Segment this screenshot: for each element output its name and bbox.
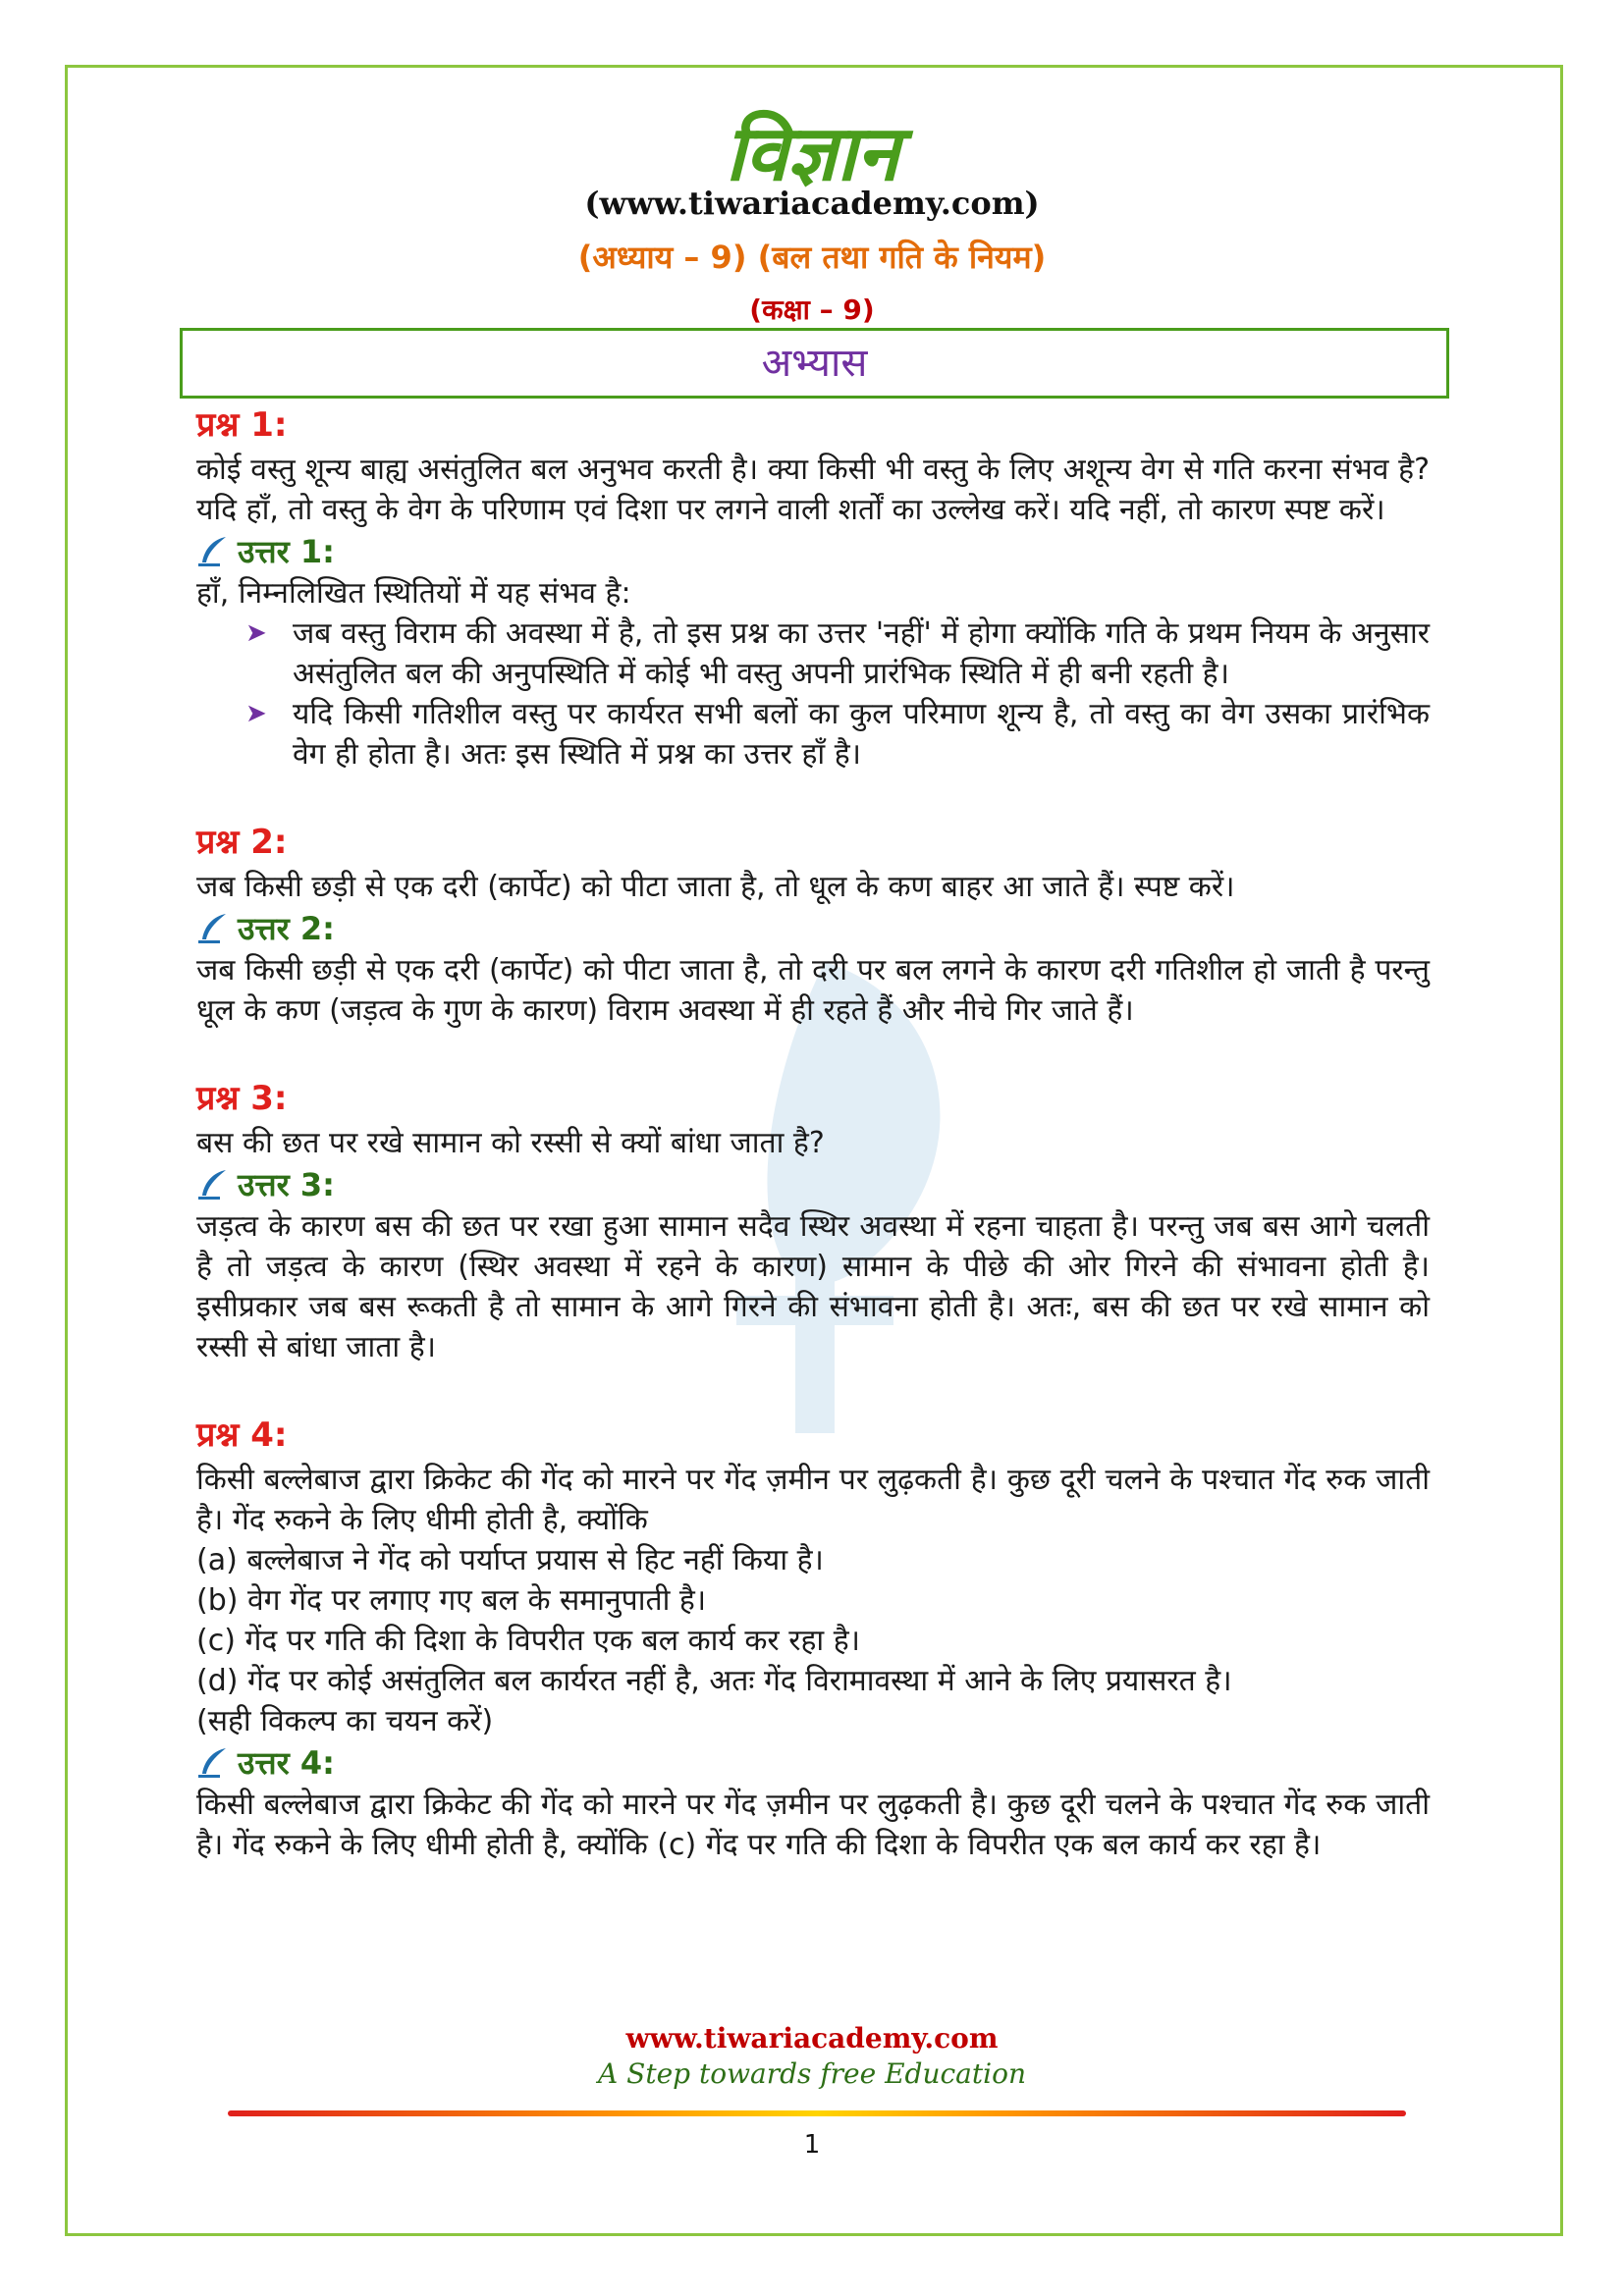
page-number: 1 (803, 2130, 821, 2160)
list-item (245, 614, 1430, 694)
answer-2-heading (196, 907, 1430, 950)
quill-logo-icon (196, 912, 230, 945)
answer-3-text: जड़त्व के कारण बस की छत पर रखा हुआ सामान सदैव स्थिर अवस्था में रहना चाहता है। परन्तु जब बस आगे चलती है तो जड़त्व के कारण (स्थिर अवस्था में रहने के कारण) सामान के पीछे की ओर गिरने की संभावना होती है। इसीप्रकार जब बस रूकती है तो सामान के आगे गिरने की संभावना होती है। अतः, बस की छत पर रखे सामान को रस्सी से बांधा जाता है। (196, 1209, 1430, 1364)
option-d: (d) गेंद पर कोई असंतुलित बल कार्यरत नहीं है, अतः गेंद विरामावस्था में आने के लिए प्रयासरत है। (196, 1664, 1232, 1698)
question-4-label: प्रश्न 4: (196, 1415, 288, 1455)
question-4-text: किसी बल्लेबाज द्वारा क्रिकेट की गेंद को मारने पर गेंद ज़मीन पर लुढ़कती है। कुछ दूरी चलने के पश्चात गेंद रुक जाती है। गेंद रुकने के लिए धीमी होती है, क्योंकि (196, 1463, 1430, 1537)
answer-2-label: उत्तर 2: (238, 910, 335, 947)
answer-1-list (196, 614, 1430, 774)
list-item-text: यदि किसी गतिशील वस्तु पर कार्यरत सभी बलों का कुल परिमाण शून्य है, तो वस्तु का वेग उसका प्रारंभिक वेग ही होता है। अतः इस स्थिति में प्रश्न का उत्तर हाँ है। (293, 697, 1430, 772)
list-item-text: जब वस्तु विराम की अवस्था में है, तो इस प्रश्न का उत्तर 'नहीं' में होगा क्योंकि गति के प्रथम नियम के अनुसार असंतुलित बल की अनुपस्थिति में कोई भी वस्तु अपनी प्रारंभिक स्थिति में ही बनी रहती है। (293, 616, 1430, 691)
answer-3-label: उत्तर 3: (238, 1166, 335, 1203)
class-label: (कक्षा – 9) (749, 294, 875, 326)
answer-4-heading (196, 1741, 1430, 1785)
quill-logo-icon (196, 535, 230, 568)
question-1-label: प्रश्न 1: (196, 405, 288, 445)
question-1-text: कोई वस्तु शून्य बाह्य असंतुलित बल अनुभव करती है। क्या किसी भी वस्तु के लिए अशून्य वेग से गति करना संभव है? यदि हाँ, तो वस्तु के वेग के परिणाम एवं दिशा पर लगने वाली शर्तों का उल्लेख करें। यदि नहीं, तो कारण स्पष्ट करें। (196, 453, 1430, 527)
option-a: (a) बल्लेबाज ने गेंद को पर्याप्त प्रयास से हिट नहीं किया है। (196, 1543, 824, 1577)
footer-site-link[interactable]: www.tiwariacademy.com (625, 2022, 999, 2055)
chapter-heading: (अध्याय – 9) (बल तथा गति के नियम) (577, 239, 1047, 276)
quill-logo-icon (196, 1746, 230, 1780)
content (196, 400, 1430, 1865)
option-b: (b) वेग गेंद पर लगाए गए बल के समानुपाती है। (196, 1583, 707, 1618)
answer-4-label: उत्तर 4: (238, 1744, 335, 1782)
question-2-label: प्रश्न 2: (196, 823, 288, 862)
quill-logo-icon (196, 1168, 230, 1201)
question-3-label: प्रश्न 3: (196, 1079, 288, 1118)
page-title: विज्ञान (725, 110, 899, 198)
arrow-bullet-icon: ➤ (245, 618, 267, 648)
answer-3-heading (196, 1163, 1430, 1206)
exercise-heading: अभ्यास (180, 328, 1449, 399)
answer-1-heading (196, 530, 1430, 573)
footer-tagline: A Step towards free Education (598, 2057, 1026, 2090)
option-c: (c) गेंद पर गति की दिशा के विपरीत एक बल कार्य कर रहा है। (196, 1624, 861, 1658)
answer-1-label: उत्तर 1: (238, 533, 335, 570)
arrow-bullet-icon: ➤ (245, 699, 267, 728)
question-3-text: बस की छत पर रखे सामान को रस्सी से क्यों बांधा जाता है? (196, 1126, 825, 1160)
answer-1-intro: हाँ, निम्नलिखित स्थितियों में यह संभव है: (196, 576, 631, 611)
list-item (245, 694, 1430, 774)
question-2-text: जब किसी छड़ी से एक दरी (कार्पेट) को पीटा जाता है, तो धूल के कण बाहर आ जाते हैं। स्पष्ट करें। (196, 870, 1235, 904)
answer-4-text: किसी बल्लेबाज द्वारा क्रिकेट की गेंद को मारने पर गेंद ज़मीन पर लुढ़कती है। कुछ दूरी चलने के पश्चात गेंद रुक जाती है। गेंद रुकने के लिए धीमी होती है, क्योंकि (c) गेंद पर गति की दिशा के विपरीत एक बल कार्य कर रहा है। (196, 1788, 1430, 1862)
header-site: (www.tiwariacademy.com) (584, 185, 1040, 222)
question-4-instruction: (सही विकल्प का चयन करें) (196, 1704, 494, 1738)
answer-2-text: जब किसी छड़ी से एक दरी (कार्पेट) को पीटा जाता है, तो दरी पर बल लगने के कारण दरी गतिशील हो जाती है परन्तु धूल के कण (जड़त्व के गुण के कारण) विराम अवस्था में ही रहते हैं और नीचे गिर जाते हैं। (196, 953, 1430, 1028)
footer-divider (228, 2110, 1406, 2116)
